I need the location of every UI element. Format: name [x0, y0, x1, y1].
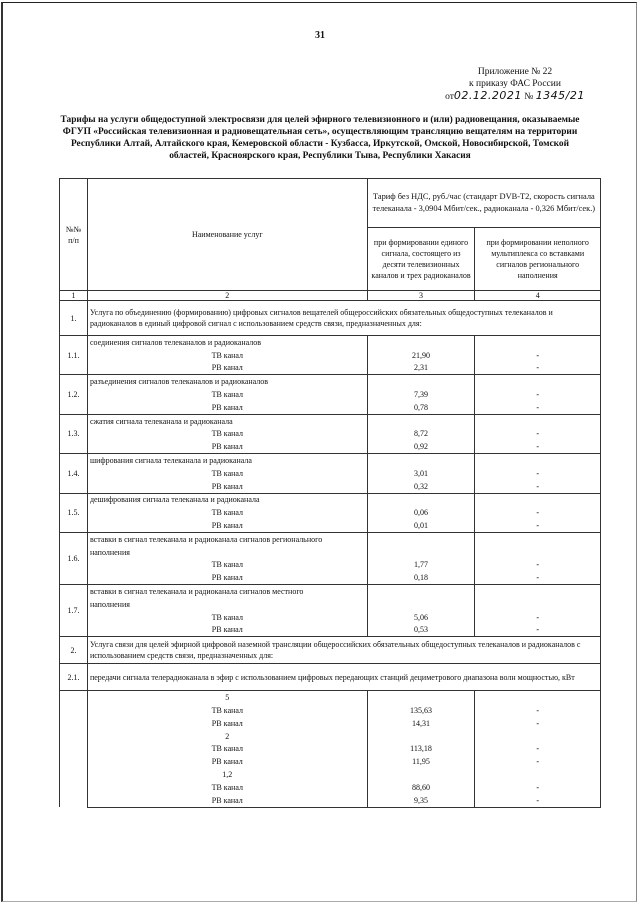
channel-label: ТВ канал	[87, 781, 367, 794]
item-name-row	[60, 598, 601, 611]
annex-line-1: Приложение № 22	[477, 67, 553, 77]
power-value: 1,2	[87, 768, 367, 781]
order-number: 1345/21	[535, 89, 585, 102]
tariff-single-value: 8,72	[367, 428, 475, 441]
tariff-row	[60, 480, 601, 493]
empty-cell	[367, 375, 475, 388]
tariff-row	[60, 559, 601, 572]
empty-cell	[367, 414, 475, 427]
tariff-single-value: 7,39	[367, 388, 475, 401]
tariff-partial-value: -	[475, 794, 601, 807]
tariff-partial-value: -	[475, 559, 601, 572]
channel-label: РВ канал	[87, 480, 367, 493]
tariff-single-value: 3,01	[367, 467, 475, 480]
empty-cell	[475, 598, 601, 611]
tariff-single-value: 0,06	[367, 506, 475, 519]
column-number: 2	[87, 291, 367, 301]
power-value: 5	[87, 691, 367, 704]
page-number: 31	[315, 30, 325, 41]
item-name-row	[60, 454, 601, 467]
tariff-single-value: 14,31	[367, 717, 475, 730]
item-num: 1.7.	[60, 585, 88, 637]
empty-cell	[367, 336, 475, 349]
tariff-single-value: 135,63	[367, 704, 475, 717]
tariff-single-value: 2,31	[367, 362, 475, 375]
item-name-row	[60, 546, 601, 559]
channel-label: ТВ канал	[87, 428, 367, 441]
column-numbers-row	[60, 291, 601, 301]
empty-cell	[475, 454, 601, 467]
empty-cell	[475, 546, 601, 559]
empty-cell	[367, 493, 475, 506]
item-name: шифрования сигнала телеканала и радиоканала	[87, 454, 367, 467]
tariff-row	[60, 519, 601, 532]
item-num: 1.4.	[60, 454, 88, 493]
tariff-partial-value: -	[475, 717, 601, 730]
power-row	[60, 691, 601, 704]
channel-label: ТВ канал	[87, 559, 367, 572]
channel-label: ТВ канал	[87, 349, 367, 362]
tariff-single-value: 9,35	[367, 794, 475, 807]
tariff-single-value: 88,60	[367, 781, 475, 794]
tariff-single-value: 113,18	[367, 743, 475, 756]
power-value: 2	[87, 730, 367, 743]
item-name: наполнения	[87, 546, 367, 559]
tariff-partial-value: -	[475, 611, 601, 624]
empty-cell	[475, 375, 601, 388]
tariff-partial-value: -	[475, 743, 601, 756]
empty-cell	[367, 768, 475, 781]
subsection-text: передачи сигнала телерадиоканала в эфир с использованием цифровых передающих станций дециметрового диапазона волн мощностью, кВт	[87, 664, 600, 691]
tariff-partial-value: -	[475, 440, 601, 453]
tariff-row	[60, 624, 601, 637]
tariff-partial-value: -	[475, 480, 601, 493]
section-1-row	[60, 301, 601, 336]
empty-cell	[367, 585, 475, 598]
subsection-num: 2.1.	[60, 664, 88, 691]
item-name-row	[60, 532, 601, 545]
empty-cell	[475, 691, 601, 704]
empty-cell	[367, 598, 475, 611]
tariff-table	[59, 178, 601, 808]
tariff-partial-value: -	[475, 624, 601, 637]
channel-label: РВ канал	[87, 571, 367, 584]
channel-label: РВ канал	[87, 624, 367, 637]
power-row	[60, 730, 601, 743]
column-number: 1	[60, 291, 88, 301]
empty-num-cell	[60, 691, 88, 807]
item-num: 1.2.	[60, 375, 88, 414]
section-2-row	[60, 637, 601, 664]
empty-cell	[367, 546, 475, 559]
empty-cell	[475, 336, 601, 349]
item-name: вставки в сигнал телеканала и радиоканала сигналов регионального	[87, 532, 367, 545]
tariff-single-value: 0,92	[367, 440, 475, 453]
order-date: 02.12.2021	[453, 89, 522, 102]
item-num: 1.5.	[60, 493, 88, 532]
tariff-row	[60, 506, 601, 519]
channel-label: РВ канал	[87, 440, 367, 453]
tariff-row	[60, 440, 601, 453]
tariff-partial-value: -	[475, 388, 601, 401]
item-name-row	[60, 414, 601, 427]
tariff-single-value: 0,18	[367, 571, 475, 584]
tariff-row	[60, 611, 601, 624]
item-num: 1.1.	[60, 336, 88, 375]
annex-line-3	[430, 90, 600, 103]
tariff-row	[60, 349, 601, 362]
item-name: дешифрования сигнала телеканала и радиоканала	[87, 493, 367, 506]
item-name: наполнения	[87, 598, 367, 611]
header-service-name: Наименование услуг	[87, 179, 367, 291]
tariff-partial-value: -	[475, 467, 601, 480]
empty-cell	[367, 454, 475, 467]
power-row	[60, 768, 601, 781]
item-name: сжатия сигнала телеканала и радиоканала	[87, 414, 367, 427]
header-single-signal: при формировании единого сигнала, состоящего из десяти телевизионных каналов и трех радиоканалов	[367, 228, 475, 291]
header-tariff: Тариф без НДС, руб./час (стандарт DVB-T2, скорость сигнала телеканала - 3,0904 Мбит/сек., радиоканала - 0,326 Мбит/сек.)	[367, 179, 600, 228]
header-partial-multiplex: при формировании неполного мультиплекса со вставками сигналов регионального наполнения	[475, 228, 601, 291]
empty-cell	[475, 493, 601, 506]
empty-cell	[367, 730, 475, 743]
tariff-partial-value: -	[475, 781, 601, 794]
empty-cell	[475, 730, 601, 743]
channel-label: ТВ канал	[87, 506, 367, 519]
channel-label: ТВ канал	[87, 611, 367, 624]
section-text: Услуга связи для целей эфирной цифровой наземной трансляции общероссийских обязательных общедоступных телеканалов и радиоканалов с использованием средств связи, предназначенных для:	[87, 637, 600, 664]
section-num: 2.	[60, 637, 88, 664]
tariff-row	[60, 401, 601, 414]
empty-cell	[367, 691, 475, 704]
tariff-partial-value: -	[475, 571, 601, 584]
tariff-row	[60, 717, 601, 730]
tariff-partial-value: -	[475, 362, 601, 375]
empty-cell	[367, 532, 475, 545]
channel-label: ТВ канал	[87, 704, 367, 717]
item-num: 1.6.	[60, 532, 88, 584]
tariff-partial-value: -	[475, 428, 601, 441]
tariff-row	[60, 467, 601, 480]
tariff-partial-value: -	[475, 506, 601, 519]
tariff-single-value: 11,95	[367, 755, 475, 768]
channel-label: ТВ канал	[87, 388, 367, 401]
tariff-row	[60, 755, 601, 768]
document-title: Тарифы на услуги общедоступной электросвязи для целей эфирного телевизионного и (или) радиовещания, оказываемые ФГУП «Российская телевизионная и радиовещательная сеть», осуществляющим трансляцию вещателям на территории Республики Алтай, Алтайского края, Кемеровской области - Кузбасса, Иркутской, Омской, Новосибирской, Томской областей, Красноярского края, Республики Тыва, Республики Хакасия	[60, 115, 580, 161]
empty-cell	[475, 414, 601, 427]
tariff-row	[60, 781, 601, 794]
item-name: разъединения сигналов телеканалов и радиоканалов	[87, 375, 367, 388]
annex-reference	[430, 66, 600, 103]
order-number-label: №	[524, 92, 534, 102]
tariff-partial-value: -	[475, 519, 601, 532]
annex-line-2: к приказу ФАС России	[469, 79, 561, 89]
channel-label: РВ канал	[87, 755, 367, 768]
item-name-row	[60, 585, 601, 598]
item-name-row	[60, 493, 601, 506]
tariff-row	[60, 388, 601, 401]
tariff-single-value: 0,78	[367, 401, 475, 414]
header-num: №№ п/п	[60, 179, 88, 291]
channel-label: ТВ канал	[87, 467, 367, 480]
tariff-partial-value: -	[475, 755, 601, 768]
tariff-row	[60, 428, 601, 441]
tariff-single-value: 0,32	[367, 480, 475, 493]
column-number: 3	[367, 291, 475, 301]
channel-label: РВ канал	[87, 362, 367, 375]
tariff-single-value: 1,77	[367, 559, 475, 572]
tariff-row	[60, 704, 601, 717]
tariff-partial-value: -	[475, 704, 601, 717]
empty-cell	[475, 532, 601, 545]
tariff-partial-value: -	[475, 401, 601, 414]
annex-from-label: от	[445, 92, 454, 102]
tariff-single-value: 5,06	[367, 611, 475, 624]
item-name-row	[60, 336, 601, 349]
channel-label: РВ канал	[87, 717, 367, 730]
channel-label: РВ канал	[87, 401, 367, 414]
empty-cell	[475, 585, 601, 598]
tariff-single-value: 21,90	[367, 349, 475, 362]
item-name: соединения сигналов телеканалов и радиоканалов	[87, 336, 367, 349]
tariff-row	[60, 743, 601, 756]
column-number: 4	[475, 291, 601, 301]
tariff-single-value: 0,53	[367, 624, 475, 637]
empty-cell	[475, 768, 601, 781]
channel-label: ТВ канал	[87, 743, 367, 756]
tariff-row	[60, 794, 601, 807]
section-text: Услуга по объединению (формированию) цифровых сигналов вещателей общероссийских обязательных общедоступных телеканалов и радиоканалов в единый цифровой сигнал с использованием средств связи, предназначенных для:	[87, 301, 600, 336]
item-name: вставки в сигнал телеканала и радиоканала сигналов местного	[87, 585, 367, 598]
tariff-row	[60, 362, 601, 375]
subsection-2-1-row	[60, 664, 601, 691]
item-name-row	[60, 375, 601, 388]
section-num: 1.	[60, 301, 88, 336]
channel-label: РВ канал	[87, 519, 367, 532]
item-num: 1.3.	[60, 414, 88, 453]
tariff-single-value: 0,01	[367, 519, 475, 532]
channel-label: РВ канал	[87, 794, 367, 807]
tariff-partial-value: -	[475, 349, 601, 362]
tariff-row	[60, 571, 601, 584]
